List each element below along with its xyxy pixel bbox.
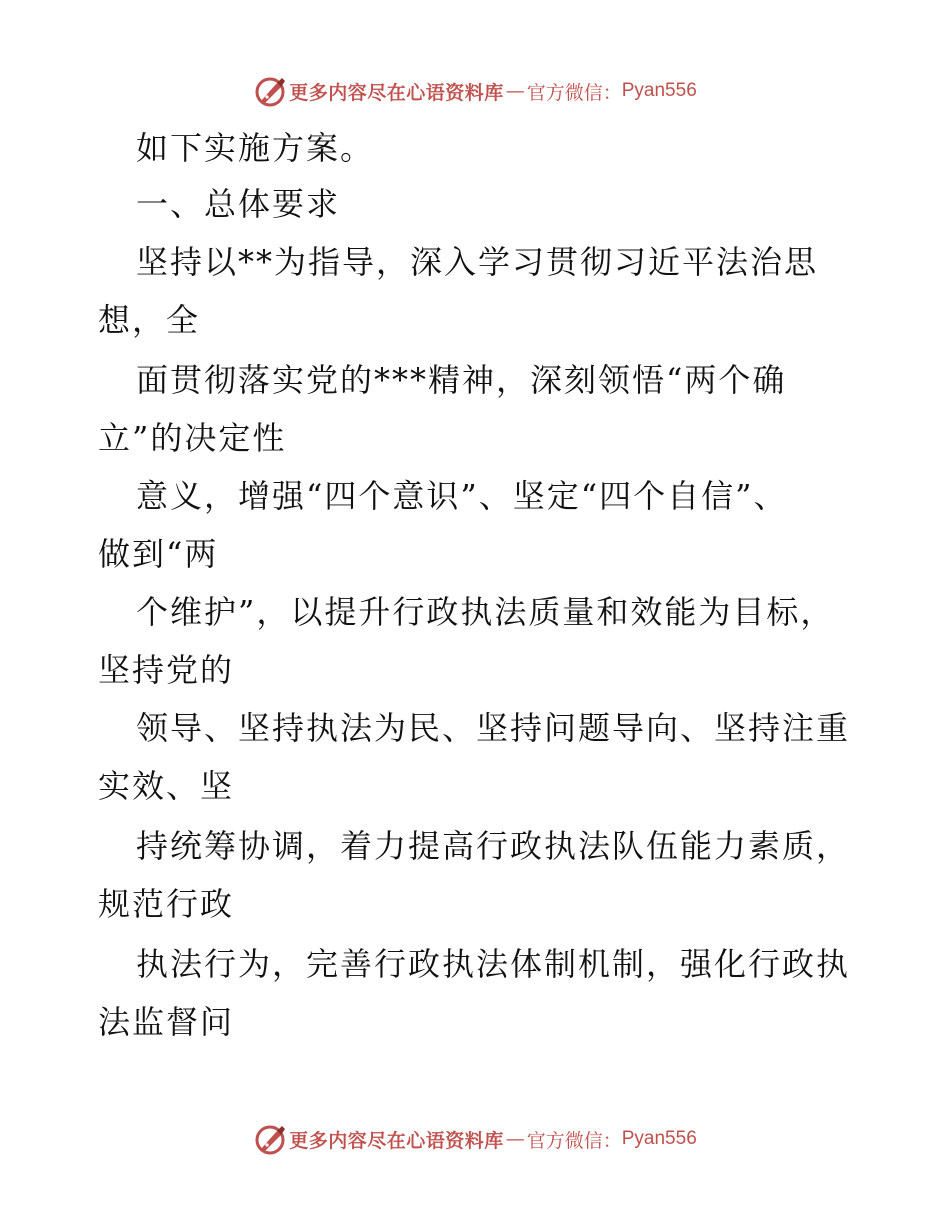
section-heading: 一、总体要求: [136, 185, 341, 223]
body-line: 持统筹协调，着力提高行政执法队伍能力素质，: [136, 827, 851, 865]
body-line: 坚持以**为指导，深入学习贯彻习近平法治思: [136, 243, 819, 281]
body-line: 领导、坚持执法为民、坚持问题导向、坚持注重: [136, 709, 851, 747]
fountain-pen-logo-icon: [253, 1122, 287, 1156]
watermark-wechat-id: Pyan556: [621, 1128, 697, 1149]
body-line: 面贯彻落实党的***精神，深刻领悟“两个确: [136, 361, 787, 399]
body-line: 想，全: [98, 301, 201, 339]
watermark-dash: —: [505, 1128, 525, 1150]
body-line: 法监督问: [98, 1003, 235, 1041]
watermark-dash: —: [505, 80, 525, 102]
watermark-wechat-label: 官方微信：: [526, 1129, 622, 1152]
watermark-title: 更多内容尽在心语资料库: [289, 1129, 504, 1152]
watermark-wechat-id: Pyan556: [621, 80, 697, 101]
body-line: 意义，增强“四个意识”、坚定“四个自信”、: [136, 477, 788, 515]
body-line: 立”的决定性: [98, 419, 287, 457]
watermark-title: 更多内容尽在心语资料库: [289, 81, 504, 104]
body-line: 执法行为，完善行政执法体制机制，强化行政执: [136, 945, 851, 983]
body-line: 个维护”，以提升行政执法质量和效能为目标，: [136, 593, 835, 631]
header-watermark: [0, 71, 950, 111]
body-line: 规范行政: [98, 885, 235, 923]
body-line: 如下实施方案。: [136, 129, 375, 167]
body-line: 坚持党的: [98, 651, 235, 689]
body-line: 实效、坚: [98, 767, 235, 805]
footer-watermark: [0, 1119, 950, 1159]
body-line: 做到“两: [98, 535, 219, 573]
fountain-pen-logo-icon: [253, 74, 287, 108]
watermark-wechat-label: 官方微信：: [526, 81, 622, 104]
